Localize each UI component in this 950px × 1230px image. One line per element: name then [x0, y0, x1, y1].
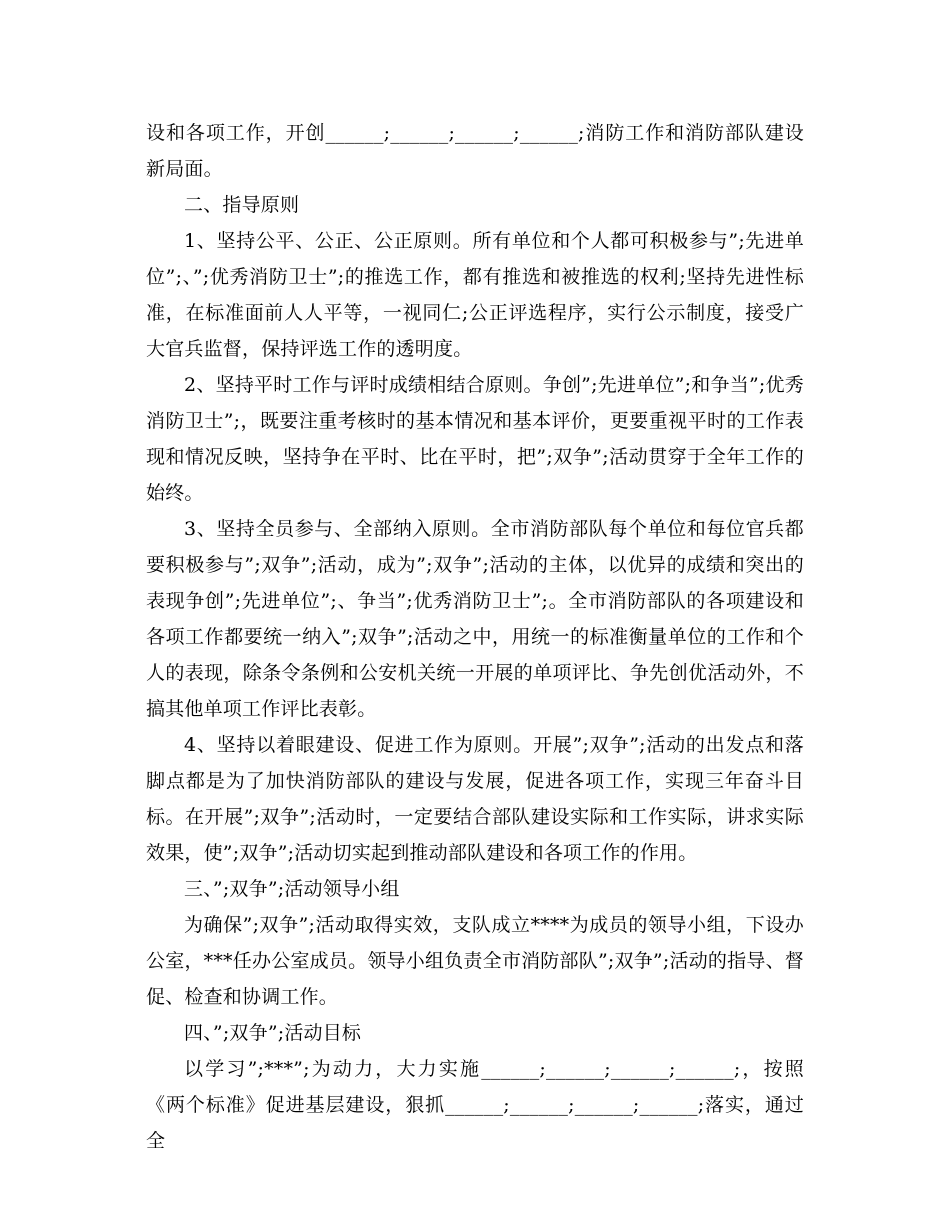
paragraph-intro-continuation: 设和各项工作，开创______;______;______;______;消防工作和消防部队建设新局面。 [146, 122, 804, 180]
paragraph-goals: 以学习”;***”;为动力，大力实施______;______;______;______;，按照《两个标准》促进基层建设，狠抓______;______;______;______;落实，通过全 [146, 1058, 804, 1152]
paragraph-principle-2: 2、坚持平时工作与评时成绩相结合原则。争创”;先进单位”;和争当”;优秀消防卫士”;，既要注重考核时的基本情况和基本评价，更要重视平时的工作表现和情况反映，坚持争在平时、比在平时，把”;双争”;活动贯穿于全年工作的始终。 [146, 374, 804, 504]
section-heading-guiding-principles: 二、指导原则 [184, 194, 300, 216]
section-heading-leadership-group: 三、”;双争”;活动领导小组 [184, 878, 400, 900]
paragraph-leadership-group: 为确保”;双争”;活动取得实效，支队成立****为成员的领导小组，下设办公室，***任办公室成员。领导小组负责全市消防部队”;双争”;活动的指导、督促、检查和协调工作。 [146, 914, 804, 1008]
paragraph-principle-4: 4、坚持以着眼建设、促进工作为原则。开展”;双争”;活动的出发点和落脚点都是为了加快消防部队的建设与发展，促进各项工作，实现三年奋斗目标。在开展”;双争”;活动时，一定要结合部队建设实际和工作实际，讲求实际效果，使”;双争”;活动切实起到推动部队建设和各项工作的作用。 [146, 734, 804, 864]
paragraph-principle-1: 1、坚持公平、公正、公正原则。所有单位和个人都可积极参与”;先进单位”;、”;优秀消防卫士”;的推选工作，都有推选和被推选的权利;坚持先进性标准，在标准面前人人平等，一视同仁;公正评选程序，实行公示制度，接受广大官兵监督，保持评选工作的透明度。 [146, 230, 804, 360]
section-heading-goals: 四、”;双争”;活动目标 [184, 1022, 362, 1044]
paragraph-principle-3: 3、坚持全员参与、全部纳入原则。全市消防部队每个单位和每位官兵都要积极参与”;双争”;活动，成为”;双争”;活动的主体，以优异的成绩和突出的表现争创”;先进单位”;、争当”;优秀消防卫士”;。全市消防部队的各项建设和各项工作都要统一纳入”;双争”;活动之中，用统一的标准衡量单位的工作和个人的表现，除条令条例和公安机关统一开展的单项评比、争先创优活动外，不搞其他单项工作评比表彰。 [146, 518, 804, 720]
document-body [146, 115, 804, 1159]
